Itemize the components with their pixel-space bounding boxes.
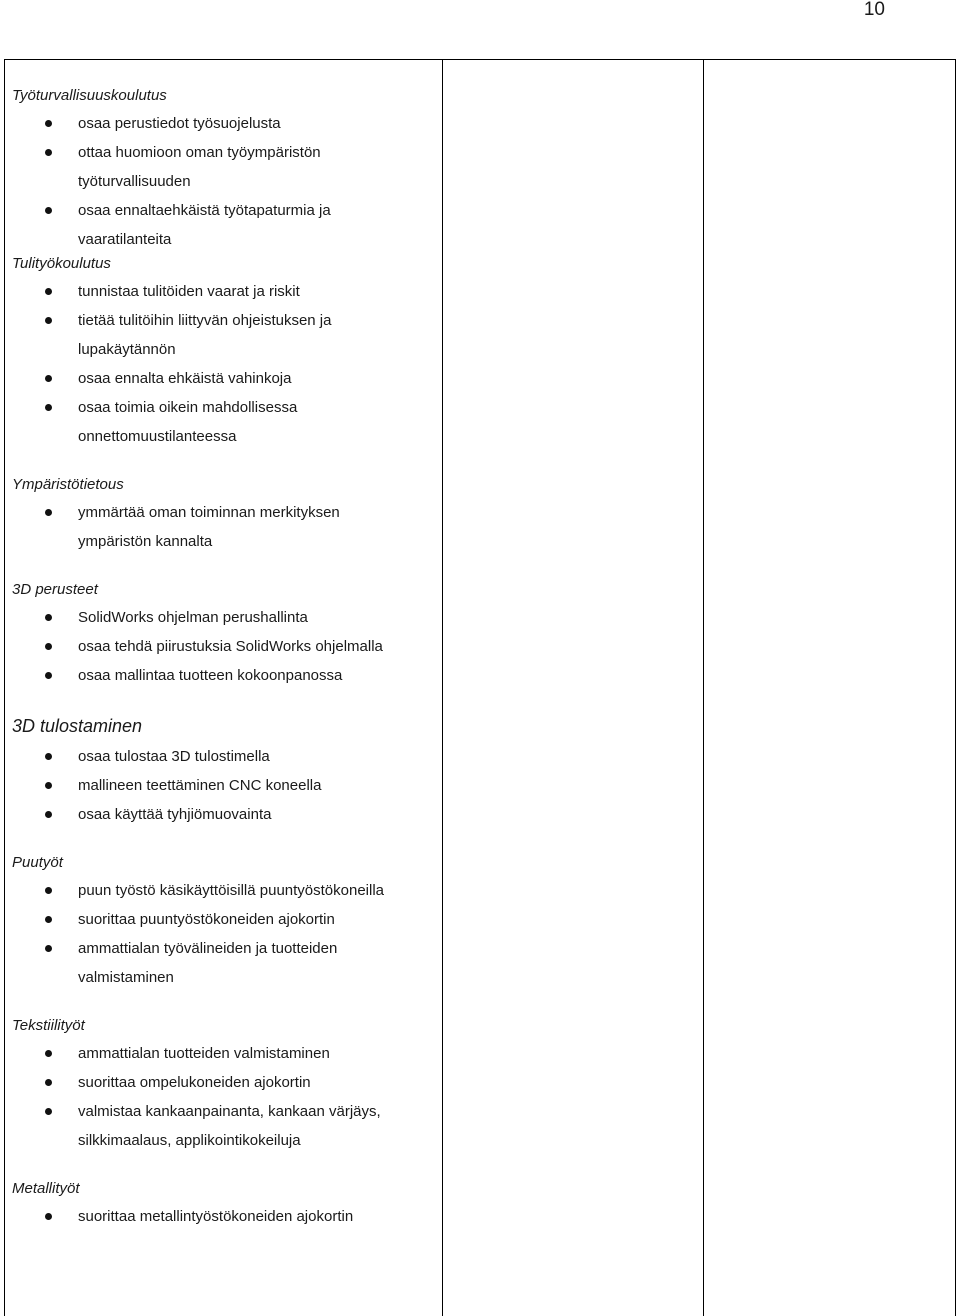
list-item: puun työstö käsikäyttöisillä puuntyöstökoneilla	[12, 876, 432, 905]
bullet-icon	[45, 672, 52, 679]
bullet-icon	[45, 375, 52, 382]
list-item: tunnistaa tulitöiden vaarat ja riskit	[12, 277, 432, 306]
section-tekstiilityot	[12, 1016, 432, 1155]
list-item: ymmärtää oman toiminnan merkityksen ympäristön kannalta	[12, 498, 432, 556]
bullet-icon	[45, 207, 52, 214]
section-metallityot	[12, 1179, 432, 1231]
bullet-icon	[45, 288, 52, 295]
bullet-icon	[45, 811, 52, 818]
bullet-icon	[45, 945, 52, 952]
bullet-icon	[45, 916, 52, 923]
list-item: osaa ennaltaehkäistä työtapaturmia ja vaaratilanteita	[12, 196, 432, 254]
section-title: 3D perusteet	[12, 581, 98, 598]
list-item: tietää tulitöihin liittyvän ohjeistuksen ja lupakäytännön	[12, 306, 432, 364]
section-3d-perusteet	[12, 580, 432, 690]
section-3d-tulostaminen	[12, 714, 432, 829]
bullet-icon	[45, 614, 52, 621]
list-item: osaa ennalta ehkäistä vahinkoja	[12, 364, 432, 393]
section-title: Metallityöt	[12, 1180, 80, 1197]
bullet-icon	[45, 317, 52, 324]
list-item: osaa toimia oikein mahdollisessa onnettomuustilanteessa	[12, 393, 432, 451]
section-title: Puutyöt	[12, 854, 63, 871]
bullet-icon	[45, 643, 52, 650]
section-title: Ympäristötietous	[12, 476, 124, 493]
page-number: 10	[863, 0, 885, 20]
list-item: SolidWorks ohjelman perushallinta	[12, 603, 432, 632]
section-title: Tekstiilityöt	[12, 1017, 85, 1034]
section-title: 3D tulostaminen	[12, 716, 143, 736]
bullet-icon	[45, 887, 52, 894]
list-item: suorittaa ompelukoneiden ajokortin	[12, 1068, 432, 1097]
section-puutyot	[12, 853, 432, 992]
list-item: ammattialan tuotteiden valmistaminen	[12, 1039, 432, 1068]
list-item: mallineen teettäminen CNC koneella	[12, 771, 432, 800]
bullet-icon	[45, 753, 52, 760]
section-title: Työturvallisuuskoulutus	[12, 87, 167, 104]
column-divider-2	[703, 60, 704, 1316]
section-ymparistotietous	[12, 475, 432, 556]
list-item: osaa tulostaa 3D tulostimella	[12, 742, 432, 771]
section-tulityokoulutus	[12, 254, 432, 451]
list-item: osaa perustiedot työsuojelusta	[12, 109, 432, 138]
list-item: osaa tehdä piirustuksia SolidWorks ohjelmalla	[12, 632, 432, 661]
bullet-icon	[45, 509, 52, 516]
list-item: suorittaa metallintyöstökoneiden ajokortin	[12, 1202, 432, 1231]
section-tyoturvallisuuskoulutus	[12, 86, 432, 254]
list-item: osaa käyttää tyhjiömuovainta	[12, 800, 432, 829]
bullet-icon	[45, 120, 52, 127]
table-border-left	[4, 60, 5, 1316]
list-item: ammattialan työvälineiden ja tuotteiden valmistaminen	[12, 934, 432, 992]
bullet-icon	[45, 1108, 52, 1115]
section-title: Tulityökoulutus	[12, 255, 111, 272]
bullet-icon	[45, 1079, 52, 1086]
bullet-icon	[45, 1050, 52, 1057]
list-item: osaa mallintaa tuotteen kokoonpanossa	[12, 661, 432, 690]
bullet-icon	[45, 149, 52, 156]
list-item: ottaa huomioon oman työympäristön työturvallisuuden	[12, 138, 432, 196]
bullet-icon	[45, 1213, 52, 1220]
list-item: suorittaa puuntyöstökoneiden ajokortin	[12, 905, 432, 934]
column-divider-1	[442, 60, 443, 1316]
bullet-icon	[45, 782, 52, 789]
table-first-column-content	[12, 86, 432, 1231]
bullet-icon	[45, 404, 52, 411]
table-border-right	[955, 60, 956, 1316]
list-item: valmistaa kankaanpainanta, kankaan värjäys, silkkimaalaus, applikointikokeiluja	[12, 1097, 432, 1155]
